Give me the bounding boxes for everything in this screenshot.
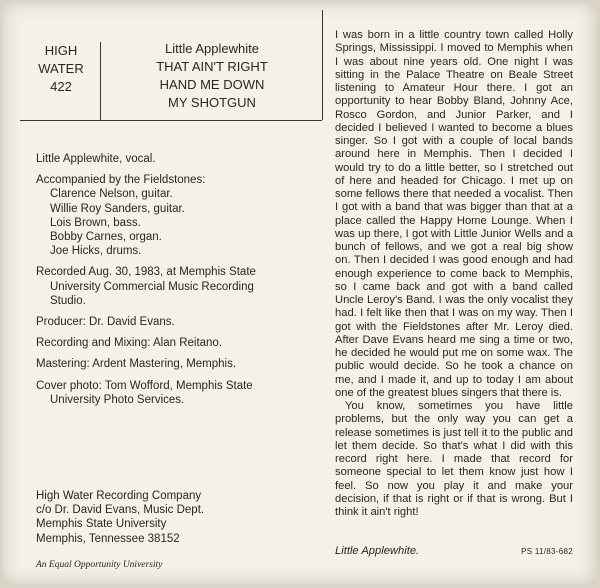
band-heading: Accompanied by the Fieldstones: (36, 174, 206, 187)
artist-name: Little Applewhite (165, 41, 259, 56)
credits (36, 152, 322, 414)
musician: Bobby Carnes, organ. (50, 231, 162, 244)
credit-recorded (36, 265, 322, 308)
credit-mastering: Mastering: Ardent Mastering, Memphis. (36, 358, 237, 371)
musician: Lois Brown, bass. (50, 216, 141, 229)
credit-cover (36, 379, 322, 407)
cover-line: Cover photo: Tom Wofford, Memphis State (36, 379, 253, 392)
catalog-box (24, 42, 98, 96)
musician: Joe Hicks, drums. (50, 245, 142, 258)
print-code: PS 11/83-682 (521, 547, 573, 556)
musician: Clarence Nelson, guitar. (50, 188, 173, 201)
cover-line: University Photo Services. (50, 393, 185, 406)
song-title: MY SHOTGUN (168, 95, 256, 110)
equal-opportunity-note: An Equal Opportunity University (36, 560, 163, 570)
recorded-line: Recorded Aug. 30, 1983, at Memphis State (36, 266, 256, 279)
liner-paragraph: You know, sometimes you have little problems, but the only way you can get a release sometimes is just tell it to the public and let them decide. So that's what I did with this record right here. I made that record for someone special to let them know just how I feel. So now you play it and make your decision, if that is right or if that is wrong. But I think it ain't right! (335, 400, 573, 518)
header-divider (20, 120, 322, 121)
title-box (104, 40, 320, 112)
credit-band (36, 173, 322, 258)
address-line: Memphis, Tennessee 38152 (36, 532, 180, 545)
record-sleeve-back (2, 2, 596, 584)
song-title: HAND ME DOWN (159, 77, 265, 92)
recorded-line: Studio. (50, 294, 86, 307)
liner-notes (335, 29, 573, 519)
signature: Little Applewhite. (335, 545, 420, 557)
credit-mixing: Recording and Mixing: Alan Reitano. (36, 337, 223, 350)
label-name: HIGH (44, 43, 78, 58)
column-divider (322, 10, 323, 120)
address-line: Memphis State University (36, 518, 167, 531)
credit-vocal: Little Applewhite, vocal. (36, 153, 156, 165)
catalog-number: 422 (50, 79, 72, 94)
mailing-address (36, 489, 316, 546)
signature-row (335, 545, 573, 557)
address-line: c/o Dr. David Evans, Music Dept. (36, 504, 205, 517)
liner-paragraph: I was born in a little country town called Holly Springs, Mississippi. I moved to Memphis when I was about nine years old. One night I was sitting in the Palace Theatre on Beale Street listening to Amateur Hour there. I got an opportunity to hear Bobby Bland, Johnny Ace, Rosco Gordon, and Junior Parker, and I decided I believed I wanted to become a blues singer. So I got with a couple of local bands around here in Memphis. Then I decided I would try to do a little better, so I stretched out of here and headed for Chicago. I met up on some fellows there that needed a vocalist. Then I got with a band that was bigger than that at a place called the Happy Home Lounge. When I was up there, I got with Little Junior Wells and a bunch of fellows, and we got a real big show on. Then I decided I was good enough and had enough experience to come back to Memphis, so I came back and got with a band called Uncle Leroy's Band. I was the only vocalist they had. I felt like then that I was on my way. Then I got with the Fieldstones after Mr. Leroy died. After Dave Evans heard me sing a time or two, he decided he would put me on some wax. The public would decide. So he took a chance on me, and I made it, and up to today I am about one of the greatest blues singers that there is. (335, 29, 573, 399)
song-title: THAT AIN'T RIGHT (156, 59, 268, 74)
credit-producer: Producer: Dr. David Evans. (36, 316, 175, 329)
musician: Willie Roy Sanders, guitar. (50, 202, 185, 215)
recorded-line: University Commercial Music Recording (50, 280, 254, 293)
label-name-2: WATER (38, 61, 84, 76)
address-line: High Water Recording Company (36, 490, 202, 502)
header-box-divider (100, 42, 101, 120)
